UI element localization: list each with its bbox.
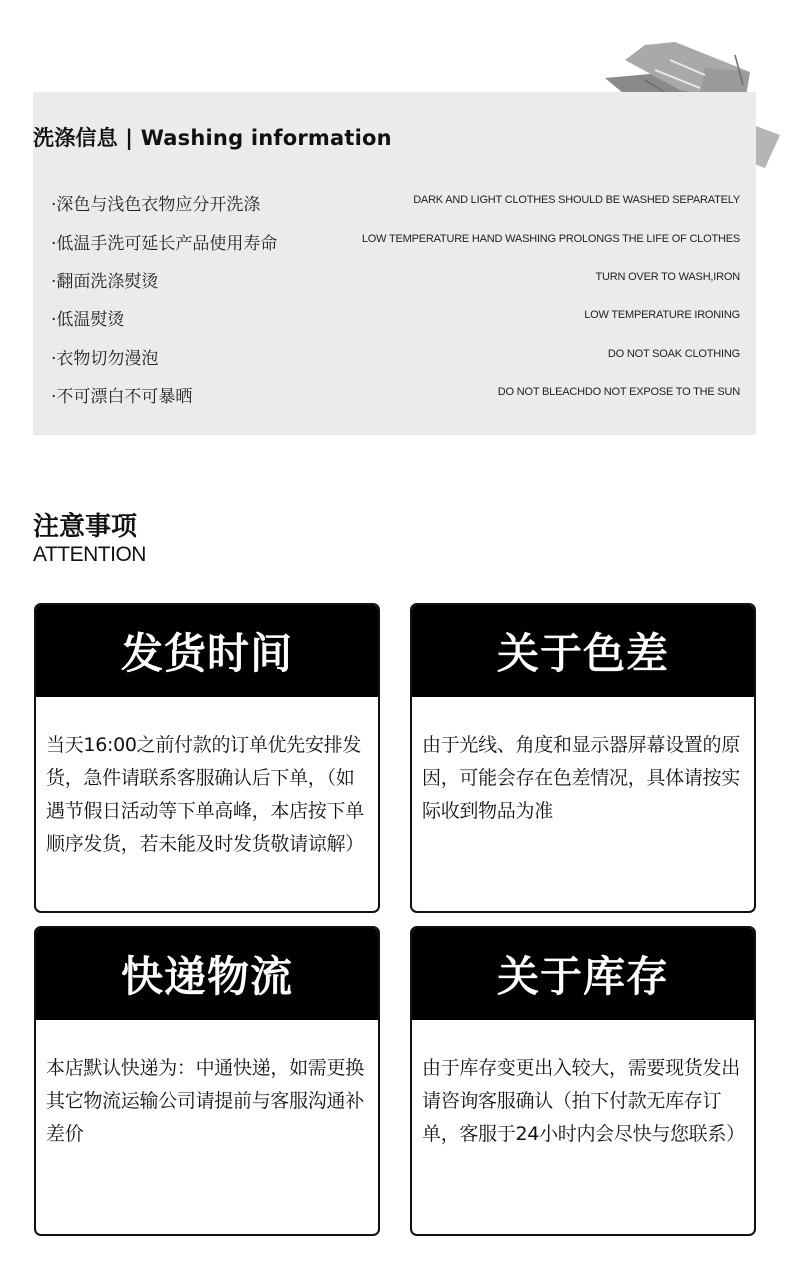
wash-item <box>33 382 756 406</box>
wash-item <box>33 229 756 253</box>
wash-item-cn: ·深色与浅色衣物应分开洗涤 <box>51 195 261 215</box>
wash-item <box>33 190 756 214</box>
card-body: 由于光线、角度和显示器屏幕设置的原因，可能会存在色差情况，具体请按实际收到物品为准 <box>422 734 740 822</box>
card-title: 发货时间 <box>120 629 293 678</box>
wash-item <box>33 267 756 291</box>
card-title: 关于色差 <box>496 629 669 678</box>
card-logistics <box>34 926 380 1236</box>
card-header <box>412 928 754 1020</box>
wash-item-en: DARK AND LIGHT CLOTHES SHOULD BE WASHED SEPARATELY <box>413 194 740 206</box>
wash-item-en: DO NOT SOAK CLOTHING <box>607 348 740 360</box>
card-header <box>412 605 754 697</box>
wash-item-cn: ·翻面洗涤熨烫 <box>51 272 159 292</box>
wash-item-cn: ·低温熨烫 <box>51 310 125 330</box>
wash-item-cn: ·低温手洗可延长产品使用寿命 <box>51 234 278 254</box>
card-shipping-time <box>34 603 380 913</box>
card-color-difference <box>410 603 756 913</box>
wash-item-cn: ·不可漂白不可暴晒 <box>51 387 193 407</box>
washing-info-panel <box>33 92 756 435</box>
card-body: 当天16:00之前付款的订单优先安排发货，急件请联系客服确认后下单，（如遇节假日活动等下单高峰，本店按下单顺序发货，若未能及时发货敬请谅解） <box>46 734 364 855</box>
card-body: 由于库存变更出入较大，需要现货发出请咨询客服确认（拍下付款无库存订单，客服于24小时内会尽快与您联系） <box>422 1057 745 1145</box>
wash-item-en: LOW TEMPERATURE HAND WASHING PROLONGS THE LIFE OF CLOTHES <box>361 233 740 245</box>
wash-item <box>33 305 756 329</box>
wash-item <box>33 344 756 368</box>
wash-item-en: LOW TEMPERATURE IRONING <box>584 309 740 321</box>
card-header <box>36 605 378 697</box>
wash-item-en: DO NOT BLEACHDO NOT EXPOSE TO THE SUN <box>497 386 740 398</box>
card-title: 关于库存 <box>496 952 669 1001</box>
card-header <box>36 928 378 1020</box>
card-title: 快递物流 <box>120 952 293 1001</box>
attention-title-en: ATTENTION <box>33 543 146 566</box>
washing-title: 洗涤信息 | Washing information <box>33 126 392 150</box>
wash-item-en: TURN OVER TO WASH,IRON <box>595 271 740 283</box>
attention-title-cn: 注意事项 <box>33 512 138 542</box>
card-body: 本店默认快递为：中通快递，如需更换其它物流运输公司请提前与客服沟通补差价 <box>46 1057 364 1145</box>
wash-item-cn: ·衣物切勿漫泡 <box>51 349 159 369</box>
card-inventory <box>410 926 756 1236</box>
